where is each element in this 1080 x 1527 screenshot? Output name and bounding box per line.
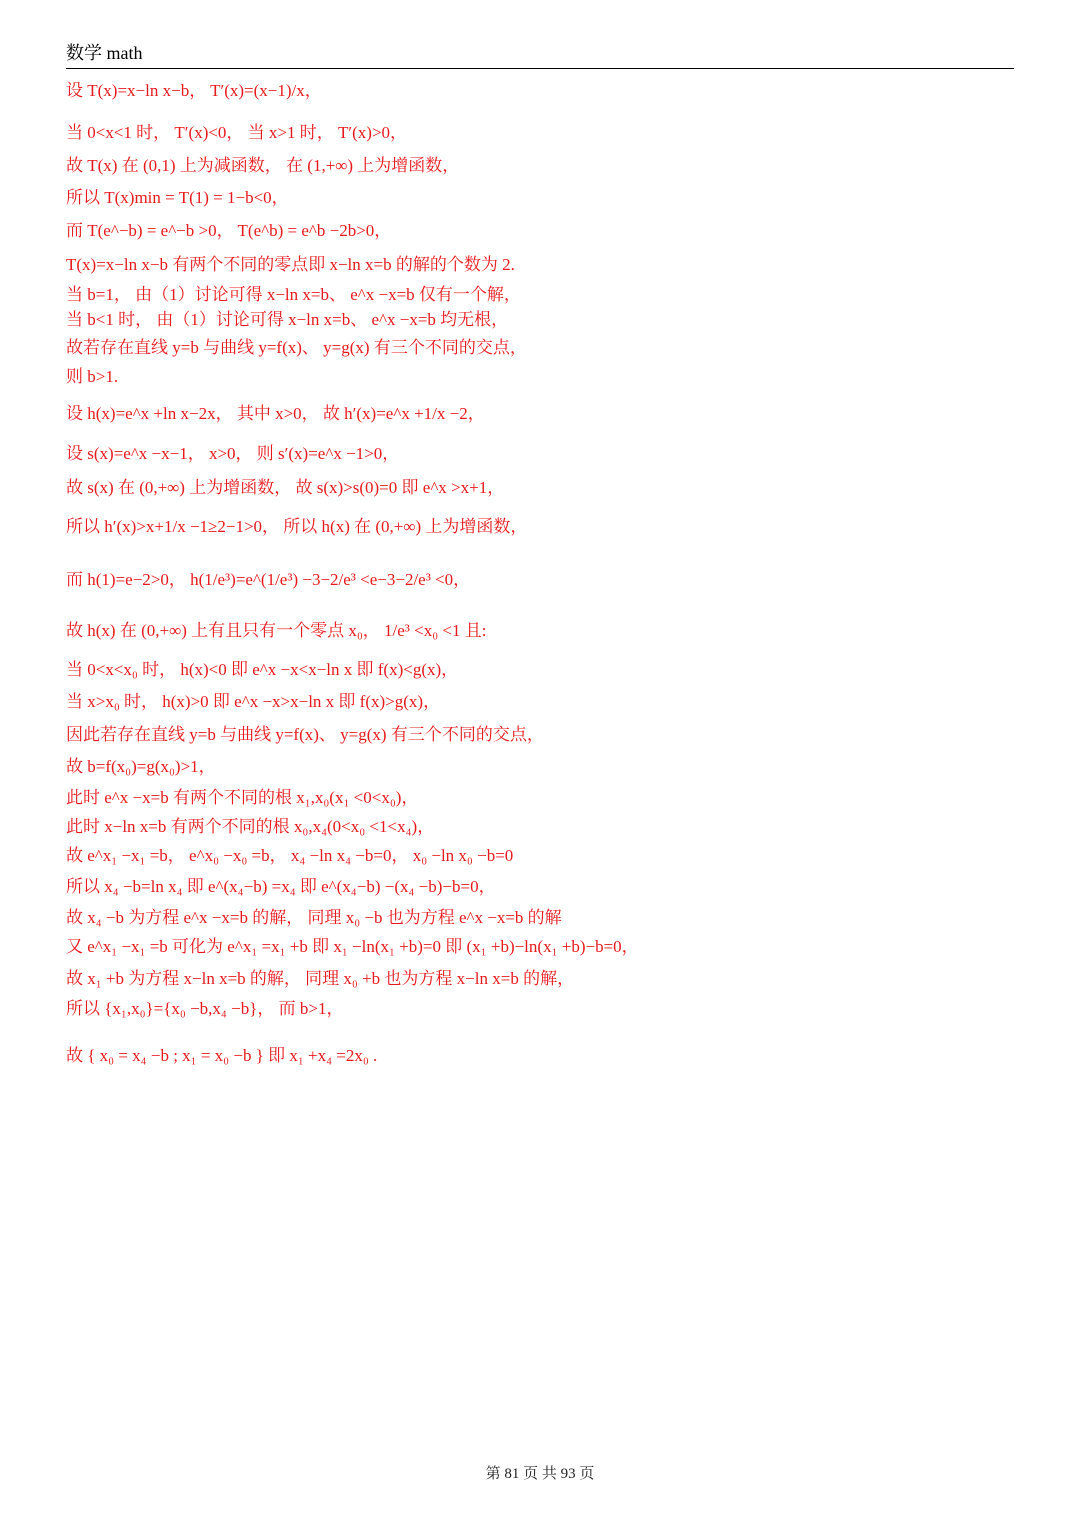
solution-line: 故 b=f(x₀)=g(x₀)>1， bbox=[66, 757, 216, 776]
solution-line: 所以 h′(x)>x+1/x −1≥2−1>0， 所以 h(x) 在 (0,+∞) 上为增函数， bbox=[66, 517, 528, 536]
solution-line: 所以 x₄ −b=ln x₄ 即 e^(x₄−b) =x₄ 即 e^(x₄−b) −(x₄ −b)−b=0， bbox=[66, 877, 496, 896]
header-title: 数学 math bbox=[66, 43, 143, 63]
solution-line: 又 e^x₁ −x₁ =b 可化为 e^x₁ =x₁ +b 即 x₁ −ln(x₁ +b)=0 即 (x₁ +b)−ln(x₁ +b)−b=0， bbox=[66, 937, 639, 956]
solution-line: 而 T(e^−b) = e^−b >0， T(e^b) = e^b −2b>0， bbox=[66, 221, 392, 240]
solution-line: 故若存在直线 y=b 与曲线 y=f(x)、 y=g(x) 有三个不同的交点， bbox=[66, 338, 527, 357]
page-footer: 第 81 页 共 93 页 bbox=[485, 1466, 595, 1482]
solution-line: 当 0<x<1 时， T′(x)<0， 当 x>1 时， T′(x)>0， bbox=[66, 123, 408, 142]
solution-line: 故 T(x) 在 (0,1) 上为减函数， 在 (1,+∞) 上为增函数， bbox=[66, 156, 460, 175]
solution-line: 因此若存在直线 y=b 与曲线 y=f(x)、 y=g(x) 有三个不同的交点， bbox=[66, 725, 544, 744]
solution-line: 故 e^x₁ −x₁ =b， e^x₀ −x₀ =b， x₄ −ln x₄ −b=0， x₀ −ln x₀ −b=0 bbox=[66, 846, 514, 865]
solution-line: 设 T(x)=x−ln x−b， T′(x)=(x−1)/x， bbox=[66, 81, 322, 100]
solution-line: 此时 e^x −x=b 有两个不同的根 x₁,x₀(x₁ <0<x₀)， bbox=[66, 788, 419, 807]
solution-line: 当 x>x₀ 时， h(x)>0 即 e^x −x>x−ln x 即 f(x)>g(x)， bbox=[66, 692, 441, 711]
solution-line: 所以 T(x)min = T(1) = 1−b<0， bbox=[66, 188, 289, 207]
solution-line: 设 h(x)=e^x +ln x−2x， 其中 x>0， 故 h′(x)=e^x +1/x −2， bbox=[66, 404, 485, 423]
solution-line: 故 { x₀ = x₄ −b ; x₁ = x₀ −b } 即 x₁ +x₄ =2x₀ . bbox=[66, 1046, 378, 1065]
solution-line: 故 h(x) 在 (0,+∞) 上有且只有一个零点 x₀， 1/e³ <x₀ <1 且: bbox=[66, 621, 487, 640]
solution-line: 当 b=1， 由（1）讨论可得 x−ln x=b、 e^x −x=b 仅有一个解， bbox=[66, 285, 521, 304]
solution-line: 则 b>1. bbox=[66, 367, 119, 386]
solution-line: 此时 x−ln x=b 有两个不同的根 x₀,x₄(0<x₀ <1<x₄)， bbox=[66, 817, 435, 836]
solution-line: 设 s(x)=e^x −x−1， x>0， 则 s′(x)=e^x −1>0， bbox=[66, 444, 400, 463]
solution-line: T(x)=x−ln x−b 有两个不同的零点即 x−ln x=b 的解的个数为 2. bbox=[66, 255, 515, 274]
solution-line: 故 x₄ −b 为方程 e^x −x=b 的解， 同理 x₀ −b 也为方程 e^x −x=b 的解 bbox=[66, 908, 562, 927]
solution-line: 故 x₁ +b 为方程 x−ln x=b 的解， 同理 x₀ +b 也为方程 x−ln x=b 的解， bbox=[66, 969, 575, 988]
solution-line: 故 s(x) 在 (0,+∞) 上为增函数， 故 s(x)>s(0)=0 即 e^x >x+1， bbox=[66, 478, 505, 497]
solution-line: 所以 {x₁,x₀}={x₀ −b,x₄ −b}， 而 b>1， bbox=[66, 999, 344, 1018]
solution-line: 当 0<x<x₀ 时， h(x)<0 即 e^x −x<x−ln x 即 f(x)<g(x)， bbox=[66, 660, 459, 679]
page-header bbox=[66, 42, 1014, 69]
solution-line: 当 b<1 时， 由（1）讨论可得 x−ln x=b、 e^x −x=b 均无根， bbox=[66, 310, 509, 329]
solution-line: 而 h(1)=e−2>0， h(1/e³)=e^(1/e³) −3−2/e³ <e−3−2/e³ <0， bbox=[66, 570, 471, 589]
